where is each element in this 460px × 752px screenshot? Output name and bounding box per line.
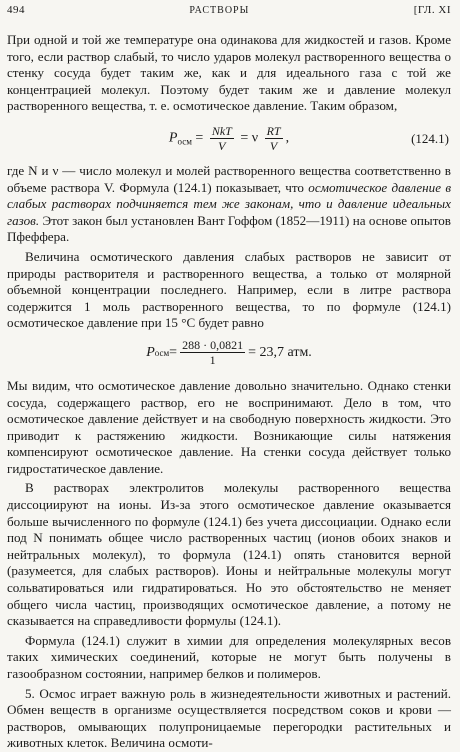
formula-eq: = (195, 131, 204, 147)
chapter-label: [ГЛ. XI (413, 4, 451, 16)
paragraph-1: При одной и той же температуре она одинакова для жидкостей и газов. Кроме того, если раствор слабый, то число ударов молекул растворенного вещества о стенку сосуда будет таким же, как и для идеального газа с той же концентрацией молекул. Поэтому будет таким же и давление молекул растворенного вещества, т. е. осмотическое давление. Таким образом, (7, 32, 451, 114)
formula2-result: = 23,7 атм. (248, 344, 312, 360)
paragraph-6: Формула (124.1) служит в химии для определения молекулярных весов таких химических соединений, которые не могут быть получены в газообразном состоянии, например белков и полимеров. (7, 632, 451, 681)
fraction-numerator: NkT (211, 124, 232, 139)
paragraph-3: Величина осмотического давления слабых растворов не зависит от природы растворителя и растворенного вещества, а только от молярной объемной концентрации последнего. Например, если в литре раствора содержится 1 моль растворенного вещества, то по формуле (124.1) осмотическое давление при 15 °С будет равно (7, 248, 451, 331)
formula-lhs: P (168, 131, 178, 147)
equation-number: (124.1) (411, 130, 449, 146)
fraction-numerator: 288 · 0,0821 (182, 338, 244, 353)
formula-comma: , (285, 131, 290, 147)
fraction-rt-v (265, 124, 283, 153)
paragraph-5: В растворах электролитов молекулы растворенного вещества диссоциируют на ионы. Из-за этого осмотическое давление оказывается больше вычисленного по формуле (124.1) без учета диссоциации. Однако если под N понимать общее число растворенных частиц (ионов обоих знаков и нейтральных молекул), то формула (124.1) опять становится верной (разумеется, для слабых растворов). Ионы и нейтральные молекулы могут сольватироваться или гидратироваться. Но это обстоятельство не меняет общего числа частиц, производящих осмотическое давление, а потому не сказывается на справедливости формулы (124.1). (7, 480, 451, 629)
page-header (7, 4, 451, 16)
paragraph-2-end: Этот закон был установлен Вант Гоффом (1852—1911) на основе опытов Пфеффера. (7, 212, 451, 245)
formula2-eq: = (169, 344, 178, 360)
paragraph-2 (7, 163, 451, 246)
fraction-denominator: V (218, 139, 226, 154)
fraction-numeric (180, 338, 245, 367)
page-body (7, 32, 451, 752)
paragraph-4: Мы видим, что осмотическое давление довольно значительно. Однако стенки сосуда, содержащего раствор, его не воспринимают. Дело в том, что осмотическое давление действует и на свободную поверхность жидкости. Это приводит к растяжению жидкости. Возникающие силы натяжения компенсируют осмотическое давление. На стенки сосуда действует только гидростатическое давление. (7, 377, 451, 476)
formula2-lhs-sub: осм (154, 347, 170, 358)
paragraph-2-italic: осмотическое давление в слабых растворах подчиняется тем же законам, что и давление идеальных газов. (7, 179, 451, 228)
formula-lhs-sub: осм (177, 137, 192, 148)
fraction-denominator: V (269, 139, 278, 154)
page-number: 494 (7, 4, 25, 16)
formula2-lhs: P (146, 344, 155, 360)
formula-numeric (7, 334, 451, 372)
formula-eq-nu: = ν (240, 131, 259, 147)
formula-124-1 (7, 119, 451, 159)
fraction-nkt-v (210, 124, 234, 153)
paragraph-2-start: где N и ν — число молекул и молей растворенного вещества соответственно в объеме раствора V. Формула (124.1) показывает, что (7, 162, 451, 195)
fraction-denominator: 1 (209, 353, 216, 368)
paragraph-7: 5. Осмос играет важную роль в жизнедеятельности животных и растений. Обмен веществ в организме осуществляется посредством соков и крови — растворов, омывающих полупроницаемые перегородки растительных и животных клеток. Величина осмоти- (7, 685, 451, 751)
fraction-numerator: RT (266, 124, 281, 139)
running-title: РАСТВОРЫ (189, 5, 250, 16)
